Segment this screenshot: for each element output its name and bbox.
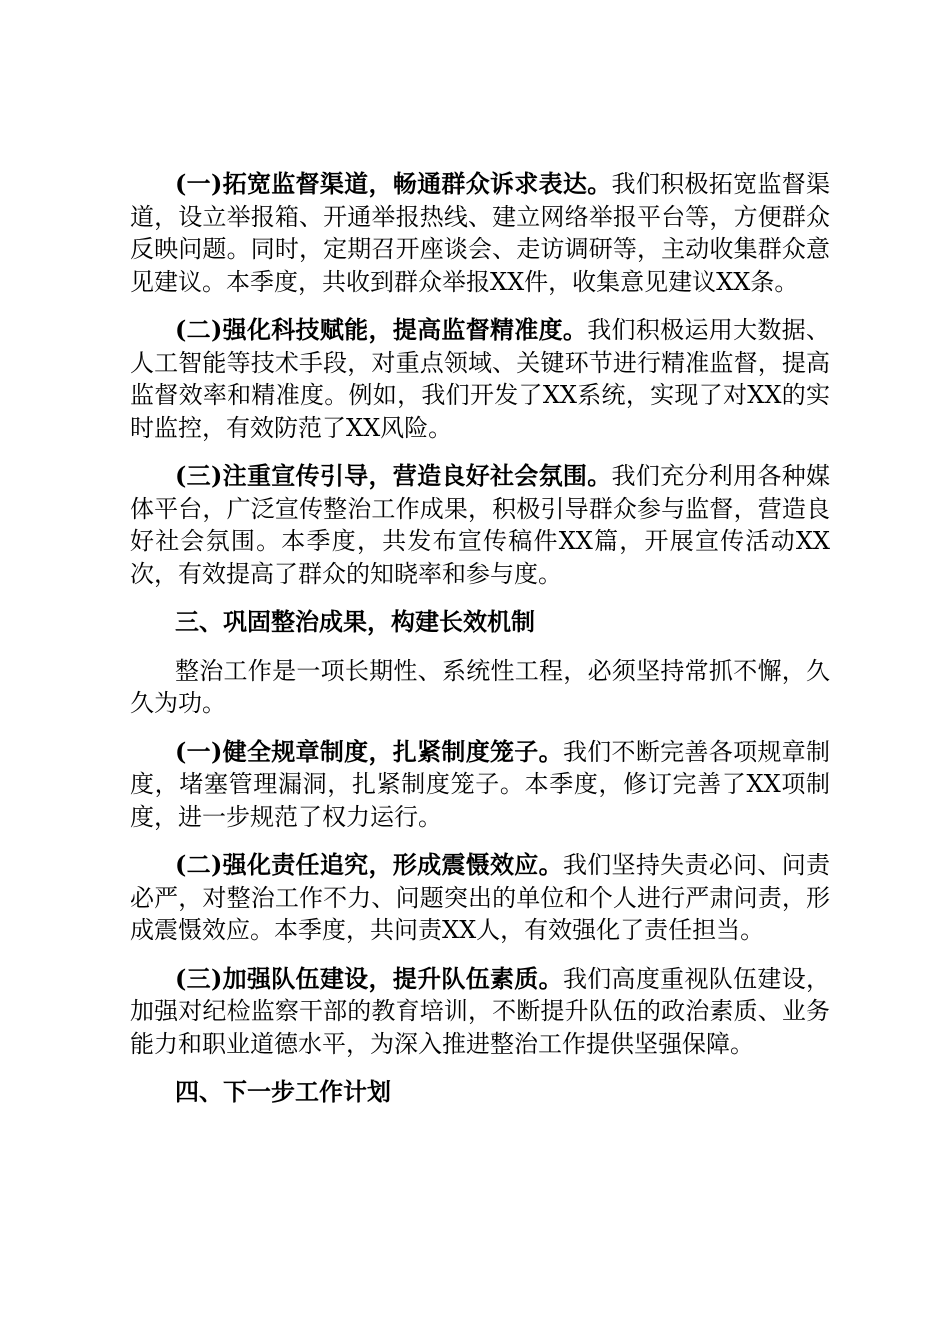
paragraph-text: 我们高度重视队伍建设，加强对纪检监察干部的教育培训，不断提升队伍的政治素质、业务能力和职业道德水平，为深入推进整治工作提供坚强保障。 [130,964,831,1058]
paragraph-text: 我们坚持失责必问、问责必严，对整治工作不力、问题突出的单位和个人进行严肃问责，形成震慑效应。本季度，共问责XX人，有效强化了责任担当。 [130,851,831,944]
paragraph-accountability [130,849,830,947]
paragraph-text: 我们积极运用大数据、人工智能等技术手段，对重点领域、关键环节进行精准监督，提高监督效率和精准度。例如，我们开发了XX系统，实现了对XX的实时监控，有效防范了XX风险。 [130,316,830,442]
section-heading-four: 四、下一步工作计划 [175,1077,391,1106]
paragraph-publicity [130,460,830,590]
paragraph-lead: (三)注重宣传引导，营造良好社会氛围。 [175,461,612,490]
paragraph-broaden-channels [130,168,830,298]
paragraph-lead: (二)强化科技赋能，提高监督精准度。 [175,315,588,344]
paragraph-lead: (二)强化责任追究，形成震慑效应。 [175,850,563,879]
paragraph-text: 我们不断完善各项规章制度，堵塞管理漏洞，扎紧制度笼子。本季度，修订完善了XX项制度，进一步规范了权力运行。 [130,737,831,831]
paragraph-lead: (一)拓宽监督渠道，畅通群众诉求表达。 [175,169,612,198]
paragraph-regulations [130,736,830,834]
paragraph-lead: (三)加强队伍建设，提升队伍素质。 [175,963,563,993]
paragraph-lead: (一)健全规章制度，扎紧制度笼子。 [175,736,563,766]
section-heading-three: 三、巩固整治成果，构建长效机制 [175,607,535,636]
paragraph-text: 我们积极拓宽监督渠道，设立举报箱、开通举报热线、建立网络举报平台等，方便群众反映问题。同时，定期召开座谈会、走访调研等，主动收集群众意见建议。本季度，共收到群众举报XX件，收集意见建议XX条。 [130,170,831,296]
paragraph-text: 整治工作是一项长期性、系统性工程，必须坚持常抓不懈，久久为功。 [130,656,830,717]
paragraph-tech-empowerment [130,314,830,444]
document-body [130,168,830,1125]
paragraph-long-term-intro [130,655,830,720]
paragraph-team-building [130,963,830,1061]
paragraph-text: 我们充分利用各种媒体平台，广泛宣传整治工作成果，积极引导群众参与监督，营造良好社会氛围。本季度，共发布宣传稿件XX篇，开展宣传活动XX次，有效提高了群众的知晓率和参与度。 [130,462,831,588]
